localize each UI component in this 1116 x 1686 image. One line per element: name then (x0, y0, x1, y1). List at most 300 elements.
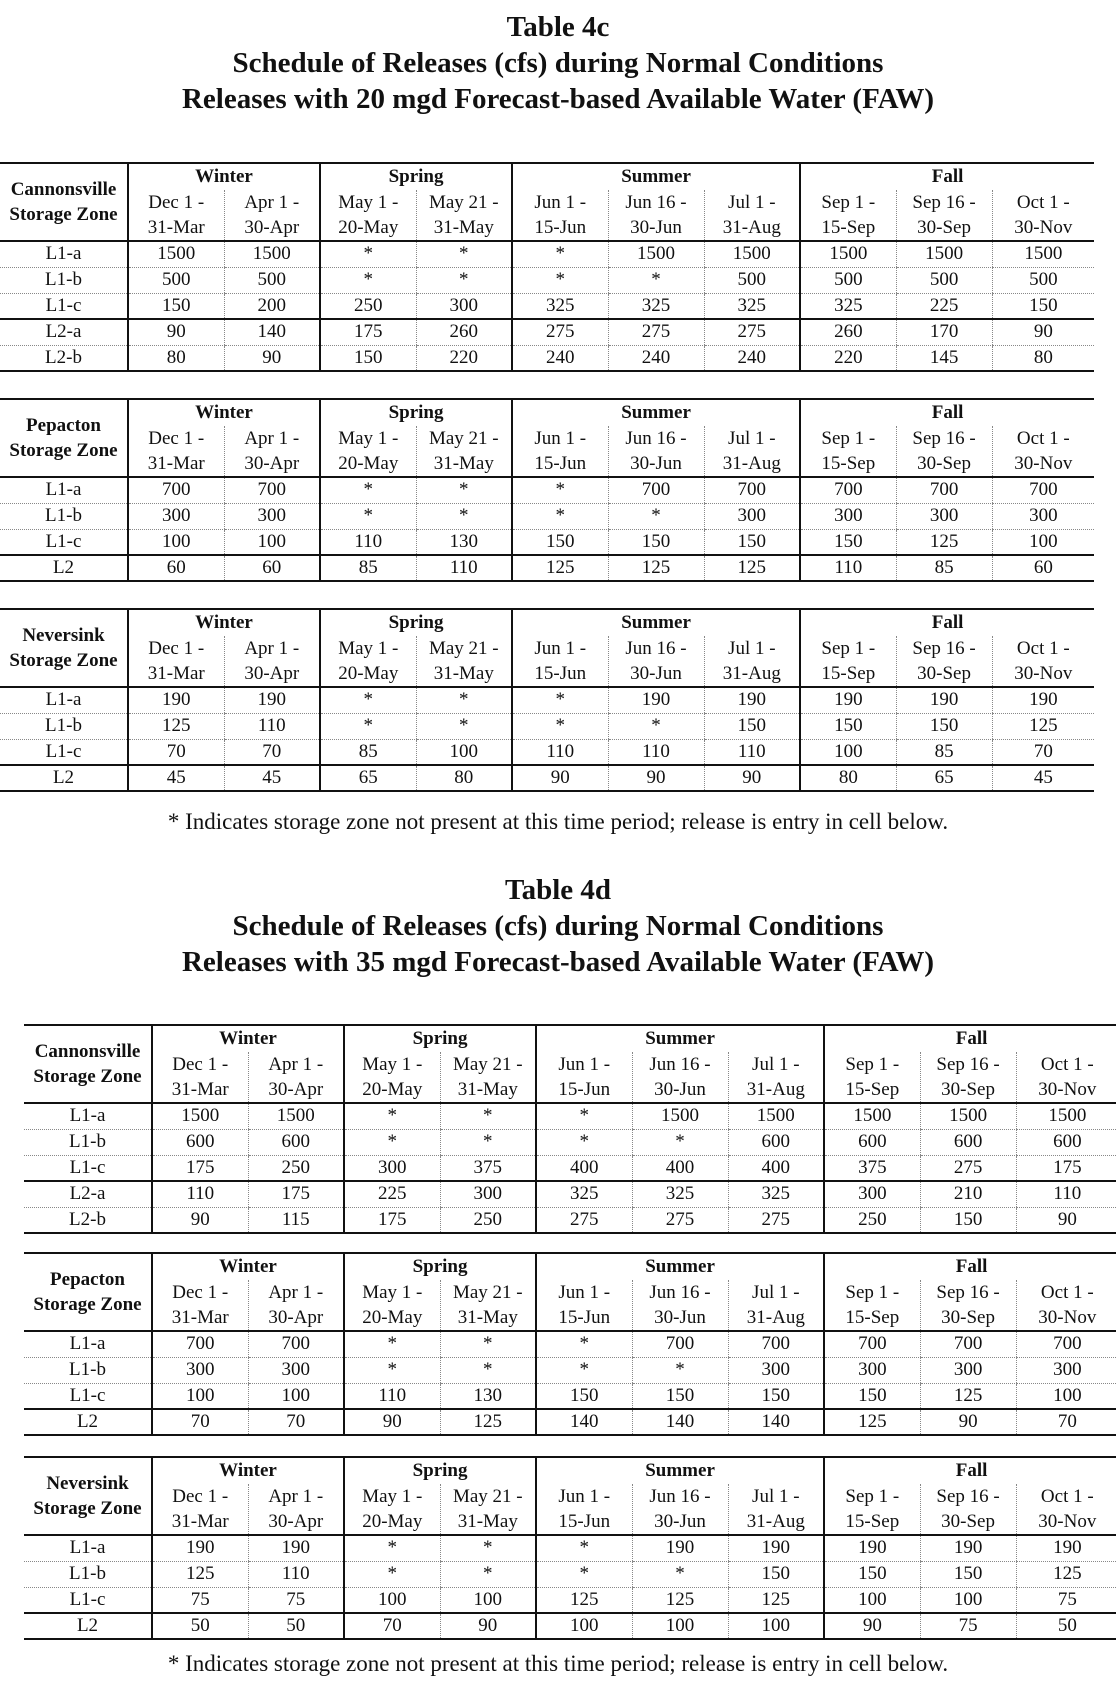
release-value-cell: 90 (190, 1208, 210, 1230)
release-value-cell: 90 (224, 345, 320, 371)
release-value-cell: 500 (800, 267, 896, 293)
release-value-cell: 125 (632, 1587, 728, 1613)
period-header (800, 190, 896, 241)
storage-zone-label: Storage Zone (33, 1294, 142, 1315)
period-start: Sep 1 - (845, 1282, 900, 1303)
release-value-cell: 325 (632, 1181, 728, 1207)
period-end: 30-Apr (244, 663, 300, 684)
release-value-cell: * (536, 1103, 632, 1129)
release-value-cell: 500 (704, 267, 800, 293)
release-value-cell: 140 (536, 1409, 632, 1435)
release-value-cell: 70 (344, 1613, 440, 1639)
release-value-cell: * (512, 241, 608, 267)
release-value-cell: 300 (704, 503, 800, 529)
storage-zone-label: Storage Zone (9, 204, 118, 225)
period-start: Apr 1 - (244, 428, 300, 449)
release-value-cell: 175 (320, 319, 416, 345)
release-value-cell: 1500 (800, 241, 896, 267)
period-end: 30-Nov (1014, 217, 1073, 238)
release-value-cell: 1500 (152, 1103, 248, 1129)
storage-zone-cell: L1-c (24, 1383, 152, 1409)
release-value-cell: 75 (1016, 1587, 1116, 1613)
storage-zone-cell: L1-c (24, 1155, 152, 1181)
release-value-cell: 125 (704, 555, 800, 581)
period-end: 20-May (362, 1307, 423, 1328)
release-value-cell: 125 (728, 1587, 824, 1613)
table-row (0, 713, 1094, 739)
period-start: May 1 - (338, 192, 399, 213)
release-value-cell: 100 (128, 529, 224, 555)
release-value-cell: 1500 (896, 241, 992, 267)
period-start: Oct 1 - (1040, 1054, 1094, 1075)
release-value-cell: 110 (800, 555, 896, 581)
release-value-cell: 700 (992, 477, 1094, 503)
reservoir-name: Neversink (22, 625, 105, 646)
table-4d-pepacton (24, 1252, 1116, 1436)
release-value-cell: 190 (992, 687, 1094, 713)
period-end: 30-Sep (917, 663, 971, 684)
period-start: Dec 1 - (172, 1486, 229, 1507)
period-start: May 21 - (428, 638, 499, 659)
release-value-cell: 600 (920, 1129, 1016, 1155)
release-value-cell: * (440, 1535, 536, 1561)
storage-zone-cell: L2 (0, 555, 128, 581)
release-value-cell: 85 (896, 555, 992, 581)
release-value-cell: 150 (512, 529, 608, 555)
release-value-cell: 275 (536, 1207, 632, 1233)
release-value-cell: 70 (224, 739, 320, 765)
period-end: 20-May (362, 1511, 423, 1532)
release-value-cell: 400 (728, 1155, 824, 1181)
release-value-cell: * (632, 1561, 728, 1587)
reservoir-label-cell (0, 399, 128, 477)
release-value-cell: * (416, 241, 512, 267)
release-value-cell: 150 (728, 1561, 824, 1587)
release-value-cell: 1500 (224, 241, 320, 267)
table-row (24, 1129, 1116, 1155)
period-header (128, 636, 224, 687)
period-header (896, 636, 992, 687)
release-value-cell: 140 (224, 319, 320, 345)
period-header (248, 1484, 344, 1535)
release-value-cell: * (440, 1561, 536, 1587)
release-value-cell: 1500 (1016, 1103, 1116, 1129)
period-end: 20-May (338, 217, 399, 238)
table-row (0, 765, 1094, 791)
release-value-cell: * (320, 241, 416, 267)
release-value-cell: 65 (320, 765, 416, 791)
release-value-cell: 250 (248, 1155, 344, 1181)
release-value-cell: 275 (608, 319, 704, 345)
release-value-cell: * (320, 503, 416, 529)
release-value-cell: 100 (416, 739, 512, 765)
release-value-cell: 275 (632, 1207, 728, 1233)
period-header (608, 190, 704, 241)
release-value-cell: * (512, 713, 608, 739)
period-start: Apr 1 - (268, 1282, 324, 1303)
release-value-cell: 90 (992, 319, 1094, 345)
season-summer: Summer (536, 1025, 824, 1052)
period-header (824, 1484, 920, 1535)
release-value-cell: * (344, 1561, 440, 1587)
period-end: 30-Jun (654, 1511, 706, 1532)
period-end: 30-Sep (941, 1079, 995, 1100)
release-value-cell: 500 (896, 267, 992, 293)
table-4d-title-block (0, 872, 1116, 980)
release-value-cell: 150 (800, 713, 896, 739)
reservoir-name: Cannonsville (34, 1041, 141, 1062)
release-value-cell: * (344, 1357, 440, 1383)
release-value-cell: 80 (416, 765, 512, 791)
release-value-cell: 100 (728, 1613, 824, 1639)
table-row (24, 1613, 1116, 1639)
release-value-cell: * (344, 1129, 440, 1155)
release-value-cell: 100 (632, 1613, 728, 1639)
release-value-cell: 115 (248, 1207, 344, 1233)
release-value-cell: 45 (224, 765, 320, 791)
release-value-cell: 700 (632, 1331, 728, 1357)
period-start: Apr 1 - (268, 1054, 324, 1075)
period-start: May 21 - (452, 1054, 523, 1075)
reservoir-label-cell (0, 163, 128, 241)
period-header (152, 1052, 248, 1103)
period-header (704, 636, 800, 687)
period-end: 15-Sep (821, 217, 876, 238)
period-header (224, 190, 320, 241)
season-summer: Summer (512, 163, 800, 190)
release-value-cell: 1500 (128, 241, 224, 267)
period-header (152, 1484, 248, 1535)
season-winter: Winter (195, 612, 253, 633)
release-value-cell: 110 (416, 555, 512, 581)
release-value-cell: 100 (248, 1383, 344, 1409)
table-4d-subtitle-2: Releases with 35 mgd Forecast-based Available Water (FAW) (181, 946, 935, 978)
release-value-cell: 240 (512, 345, 608, 371)
release-value-cell: 600 (248, 1129, 344, 1155)
storage-zone-cell: L2 (24, 1409, 152, 1435)
release-value-cell: 225 (344, 1181, 440, 1207)
release-value-cell: 300 (824, 1357, 920, 1383)
period-end: 15-Sep (845, 1511, 900, 1532)
period-header (440, 1484, 536, 1535)
release-value-cell: 150 (128, 293, 224, 319)
release-value-cell: 325 (536, 1181, 632, 1207)
period-header (992, 636, 1094, 687)
release-value-cell: * (440, 1103, 536, 1129)
period-end: 15-Sep (821, 453, 876, 474)
period-end: 30-Nov (1014, 663, 1073, 684)
period-start: Sep 1 - (845, 1054, 900, 1075)
period-start: May 21 - (452, 1282, 523, 1303)
release-value-cell: 260 (416, 319, 512, 345)
period-header (512, 190, 608, 241)
release-value-cell: 1500 (248, 1103, 344, 1129)
release-value-cell: 325 (800, 293, 896, 319)
period-header-row (0, 190, 1094, 241)
period-header (728, 1280, 824, 1331)
period-end: 30-Jun (630, 663, 682, 684)
release-value-cell: * (440, 1331, 536, 1357)
storage-zone-cell: L1-c (0, 529, 128, 555)
release-value-cell: 125 (128, 713, 224, 739)
release-value-cell: 100 (824, 1587, 920, 1613)
period-header-row (24, 1484, 1116, 1535)
release-value-cell: 1500 (728, 1103, 824, 1129)
release-value-cell: 275 (512, 319, 608, 345)
release-value-cell: 700 (1016, 1331, 1116, 1357)
period-start: Oct 1 - (1016, 428, 1070, 449)
release-value-cell: 250 (320, 293, 416, 319)
release-value-cell: 190 (608, 687, 704, 713)
period-header (704, 190, 800, 241)
table-row (24, 1535, 1116, 1561)
release-value-cell: 100 (1016, 1383, 1116, 1409)
release-value-cell: 500 (224, 267, 320, 293)
release-value-cell: 150 (824, 1383, 920, 1409)
release-value-cell: 210 (920, 1181, 1016, 1207)
release-value-cell: 130 (416, 529, 512, 555)
release-value-cell: 50 (190, 1615, 210, 1636)
period-start: Jun 1 - (558, 1282, 611, 1303)
release-value-cell: 75 (248, 1587, 344, 1613)
period-start: Sep 16 - (912, 638, 976, 659)
release-value-cell: 600 (152, 1129, 248, 1155)
table-4d-footnote: * Indicates storage zone not present at this time period; release is entry in cell below. (167, 1651, 949, 1676)
release-value-cell: 80 (992, 345, 1094, 371)
release-value-cell: 125 (992, 713, 1094, 739)
period-start: Jul 1 - (752, 1282, 800, 1303)
storage-zone-cell: L2 (0, 765, 128, 791)
storage-zone-label: Storage Zone (9, 650, 118, 671)
table-row (0, 241, 1094, 267)
period-header (896, 426, 992, 477)
release-value-cell: 250 (824, 1207, 920, 1233)
season-header-row (24, 1025, 1116, 1052)
release-value-cell: 300 (920, 1357, 1016, 1383)
release-value-cell: 240 (608, 345, 704, 371)
period-start: May 1 - (362, 1486, 423, 1507)
period-end: 31-Aug (746, 1079, 805, 1100)
season-summer: Summer (512, 609, 800, 636)
period-end: 30-Apr (268, 1307, 324, 1328)
period-end: 30-Sep (917, 217, 971, 238)
period-end: 31-Mar (147, 663, 205, 684)
release-value-cell: 190 (128, 687, 224, 713)
release-value-cell: 125 (1016, 1561, 1116, 1587)
period-end: 30-Sep (941, 1307, 995, 1328)
release-value-cell: 700 (608, 477, 704, 503)
period-start: Jun 1 - (534, 638, 587, 659)
release-value-cell: 300 (152, 1357, 248, 1383)
release-value-cell: * (320, 713, 416, 739)
release-value-cell: 220 (416, 345, 512, 371)
period-header-row (0, 636, 1094, 687)
release-value-cell: 130 (440, 1383, 536, 1409)
period-end: 15-Jun (534, 453, 587, 474)
table-row (24, 1331, 1116, 1357)
period-start: Oct 1 - (1016, 192, 1070, 213)
period-header-row (0, 426, 1094, 477)
storage-zone-label: Storage Zone (33, 1066, 142, 1087)
release-value-cell: 125 (440, 1409, 536, 1435)
season-header-row (0, 609, 1094, 636)
release-value-cell: 150 (704, 529, 800, 555)
period-end: 30-Apr (244, 453, 300, 474)
release-value-cell: 100 (800, 739, 896, 765)
reservoir-name: Cannonsville (10, 179, 117, 200)
period-end: 31-May (433, 217, 494, 238)
storage-zone-cell: L1-c (0, 293, 128, 319)
period-end: 30-Nov (1014, 453, 1073, 474)
release-value-cell: 325 (608, 293, 704, 319)
season-summer: Summer (512, 399, 800, 426)
period-start: May 21 - (428, 192, 499, 213)
period-header (1016, 1052, 1116, 1103)
season-winter: Winter (219, 1460, 277, 1481)
season-fall: Fall (800, 609, 1094, 636)
release-value-cell: 60 (166, 557, 186, 578)
period-end: 15-Sep (821, 663, 876, 684)
release-value-cell: 300 (416, 293, 512, 319)
period-start: Apr 1 - (244, 638, 300, 659)
period-start: May 21 - (428, 428, 499, 449)
table-4c-footnote: * Indicates storage zone not present at this time period; release is entry in cell below. (167, 809, 949, 834)
period-header (440, 1052, 536, 1103)
release-value-cell: 150 (728, 1383, 824, 1409)
period-header (632, 1052, 728, 1103)
period-header (128, 426, 224, 477)
season-header-row (0, 163, 1094, 190)
season-fall: Fall (800, 399, 1094, 426)
release-value-cell: * (536, 1357, 632, 1383)
release-value-cell: 125 (896, 529, 992, 555)
season-spring: Spring (320, 399, 512, 426)
period-header (896, 190, 992, 241)
period-end: 15-Jun (558, 1307, 611, 1328)
table-row (0, 739, 1094, 765)
period-header (416, 190, 512, 241)
period-header (824, 1052, 920, 1103)
release-value-cell: 150 (920, 1561, 1016, 1587)
table-row (0, 477, 1094, 503)
release-value-cell: 150 (608, 529, 704, 555)
period-start: May 1 - (362, 1282, 423, 1303)
period-start: Sep 1 - (845, 1486, 900, 1507)
release-value-cell: 300 (1016, 1357, 1116, 1383)
storage-zone-cell: L1-b (24, 1357, 152, 1383)
release-value-cell: 90 (344, 1409, 440, 1435)
release-value-cell: 260 (800, 319, 896, 345)
release-value-cell: 85 (896, 739, 992, 765)
period-end: 30-Apr (268, 1511, 324, 1532)
table-row (0, 267, 1094, 293)
period-start: Oct 1 - (1040, 1282, 1094, 1303)
season-spring: Spring (320, 163, 512, 190)
release-value-cell: 80 (166, 346, 186, 368)
release-value-cell: 85 (320, 555, 416, 581)
period-header (320, 426, 416, 477)
release-value-cell: * (608, 713, 704, 739)
table-row (0, 319, 1094, 345)
period-end: 15-Jun (558, 1511, 611, 1532)
release-value-cell: 125 (536, 1587, 632, 1613)
table-row (24, 1181, 1116, 1207)
release-value-cell: 150 (896, 713, 992, 739)
period-header (512, 426, 608, 477)
storage-zone-cell: L1-b (24, 1561, 152, 1587)
table-4d-title: Table 4d (504, 874, 612, 906)
period-end: 31-Mar (147, 217, 205, 238)
period-start: Dec 1 - (148, 428, 205, 449)
period-header (1016, 1484, 1116, 1535)
release-value-cell: 375 (440, 1155, 536, 1181)
release-value-cell: * (536, 1535, 632, 1561)
release-value-cell: 300 (344, 1155, 440, 1181)
table-row (0, 555, 1094, 581)
release-value-cell: 500 (992, 267, 1094, 293)
period-header (992, 426, 1094, 477)
release-value-cell: 140 (728, 1409, 824, 1435)
release-value-cell: 275 (704, 319, 800, 345)
release-value-cell: * (344, 1331, 440, 1357)
release-value-cell: 150 (704, 713, 800, 739)
table-row (24, 1357, 1116, 1383)
storage-zone-cell: L1-a (24, 1103, 152, 1129)
release-value-cell: 190 (920, 1535, 1016, 1561)
release-value-cell: 90 (920, 1409, 1016, 1435)
period-start: Sep 16 - (912, 428, 976, 449)
period-start: Jun 16 - (649, 1486, 711, 1507)
period-end: 31-Aug (746, 1511, 805, 1532)
period-header (344, 1280, 440, 1331)
season-winter: Winter (195, 402, 253, 423)
period-header (536, 1484, 632, 1535)
period-header (416, 636, 512, 687)
period-start: Sep 16 - (912, 192, 976, 213)
release-value-cell: 275 (728, 1207, 824, 1233)
release-value-cell: 190 (152, 1535, 248, 1561)
period-start: Dec 1 - (172, 1282, 229, 1303)
release-value-cell: 175 (1016, 1155, 1116, 1181)
release-value-cell: 90 (440, 1613, 536, 1639)
storage-zone-cell: L1-a (0, 477, 128, 503)
period-end: 31-Mar (171, 1307, 229, 1328)
period-end: 31-Aug (746, 1307, 805, 1328)
release-value-cell: 45 (166, 767, 186, 788)
storage-zone-cell: L1-c (0, 739, 128, 765)
release-value-cell: 125 (512, 555, 608, 581)
storage-zone-cell: L1-c (24, 1587, 152, 1613)
release-value-cell: 125 (920, 1383, 1016, 1409)
season-winter: Winter (219, 1256, 277, 1277)
storage-zone-cell: L1-a (24, 1331, 152, 1357)
release-value-cell: * (320, 267, 416, 293)
release-value-cell: 125 (824, 1409, 920, 1435)
period-end: 20-May (338, 453, 399, 474)
period-end: 30-Sep (917, 453, 971, 474)
period-start: Jun 1 - (534, 428, 587, 449)
period-end: 31-Mar (171, 1079, 229, 1100)
release-value-cell: * (536, 1561, 632, 1587)
release-value-cell: * (440, 1357, 536, 1383)
period-start: May 1 - (338, 638, 399, 659)
release-value-cell: 45 (992, 765, 1094, 791)
release-value-cell: 400 (632, 1155, 728, 1181)
period-header (1016, 1280, 1116, 1331)
storage-zone-cell: L1-a (0, 241, 128, 267)
release-value-cell: 70 (992, 739, 1094, 765)
release-value-cell: 700 (728, 1331, 824, 1357)
